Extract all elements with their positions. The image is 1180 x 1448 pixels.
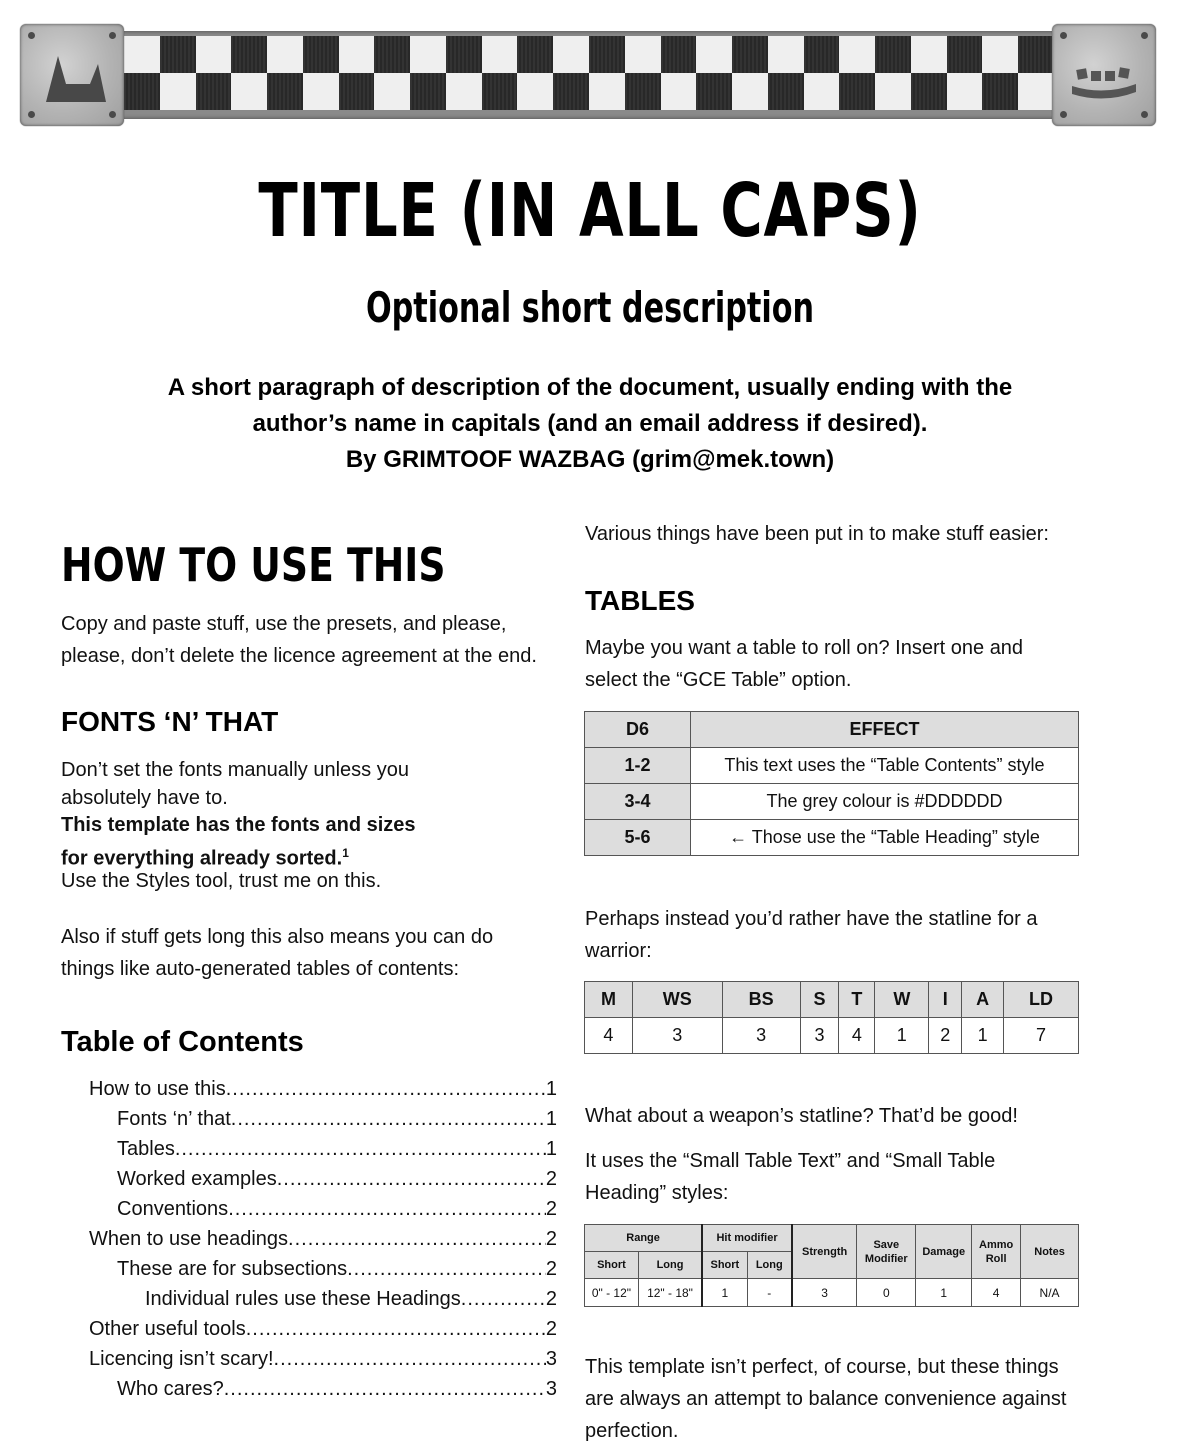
toc-leader-dots bbox=[246, 1318, 546, 1341]
checker-light-square bbox=[124, 36, 160, 73]
checker-light-square bbox=[732, 73, 768, 110]
toc-entry-label: Fonts ‘n’ that bbox=[117, 1108, 231, 1130]
tables-line: Maybe you want a table to roll on? Insert one and bbox=[585, 637, 1024, 659]
stat-value: 7 bbox=[1004, 1018, 1079, 1054]
damage-cell: 1 bbox=[916, 1279, 972, 1307]
stat-header: S bbox=[800, 982, 839, 1018]
checker-dark-square bbox=[661, 36, 697, 73]
toc-entry-page: 2 bbox=[545, 1318, 557, 1340]
tables-line: select the “GCE Table” option. bbox=[585, 669, 852, 691]
toc-leader-dots bbox=[347, 1258, 546, 1281]
save-modifier-header bbox=[857, 1225, 916, 1279]
toc-entry-label: Other useful tools bbox=[89, 1318, 246, 1340]
checker-light-square bbox=[1018, 73, 1054, 110]
toc-entry-page: 2 bbox=[545, 1228, 557, 1250]
toc-entry[interactable] bbox=[89, 1198, 557, 1228]
checker-light-square bbox=[303, 73, 339, 110]
how-to-use-line: please, don’t delete the licence agreement at the end. bbox=[61, 645, 537, 667]
table-header-row bbox=[585, 982, 1079, 1018]
table-row bbox=[585, 748, 1079, 784]
checker-light-square bbox=[625, 36, 661, 73]
intro-line: A short paragraph of description of the document, usually ending with the bbox=[167, 374, 1013, 401]
checker-light-square bbox=[374, 73, 410, 110]
document-title: TITLE (IN ALL CAPS) bbox=[258, 168, 922, 254]
checker-light-square bbox=[446, 73, 482, 110]
range-long-header: Long bbox=[638, 1252, 702, 1279]
range-short-header: Short bbox=[585, 1252, 639, 1279]
table-row bbox=[585, 1279, 1079, 1307]
checker-dark-square bbox=[231, 36, 267, 73]
effect-cell: ← Those use the “Table Heading” style bbox=[691, 820, 1079, 856]
intro-paragraph bbox=[60, 370, 1120, 478]
fonts-line: absolutely have to. bbox=[61, 787, 228, 809]
roll-range-cell: 5-6 bbox=[585, 820, 691, 856]
stat-header: A bbox=[962, 982, 1004, 1018]
toc-entry[interactable] bbox=[89, 1108, 557, 1138]
stat-value: 4 bbox=[585, 1018, 633, 1054]
toc-entry-page: 3 bbox=[545, 1378, 557, 1400]
column-header: D6 bbox=[585, 712, 691, 748]
checker-dark-square bbox=[875, 36, 911, 73]
toc-entry-label: Licencing isn’t scary! bbox=[89, 1348, 274, 1370]
range-group-header: Range bbox=[585, 1225, 703, 1252]
stat-value: 2 bbox=[929, 1018, 962, 1054]
notes-header: Notes bbox=[1021, 1225, 1079, 1279]
toc-entry[interactable] bbox=[89, 1228, 557, 1258]
stat-header: I bbox=[929, 982, 962, 1018]
toc-entry[interactable] bbox=[89, 1168, 557, 1198]
ammo-label: Ammo bbox=[979, 1238, 1014, 1251]
toc-leader-dots bbox=[274, 1348, 546, 1371]
stat-value: 1 bbox=[875, 1018, 929, 1054]
checker-dark-square bbox=[196, 73, 232, 110]
stat-value: 3 bbox=[632, 1018, 722, 1054]
toc-entry-page: 3 bbox=[545, 1348, 557, 1370]
checker-light-square bbox=[231, 73, 267, 110]
stat-header: T bbox=[839, 982, 875, 1018]
also-line: things like auto-generated tables of contents: bbox=[61, 958, 460, 980]
table-row bbox=[585, 820, 1079, 856]
hit-modifier-group-header: Hit modifier bbox=[702, 1225, 792, 1252]
toc-leader-dots bbox=[228, 1198, 546, 1221]
stat-header: M bbox=[585, 982, 633, 1018]
checker-light-square bbox=[982, 36, 1018, 73]
checker-light-square bbox=[839, 36, 875, 73]
checker-light-square bbox=[696, 36, 732, 73]
toc-entry[interactable] bbox=[89, 1288, 557, 1318]
roll-range-cell: 3-4 bbox=[585, 784, 691, 820]
strength-header: Strength bbox=[792, 1225, 857, 1279]
stat-header: W bbox=[875, 982, 929, 1018]
damage-header: Damage bbox=[916, 1225, 972, 1279]
toc-entry-page: 2 bbox=[545, 1168, 557, 1190]
hit-long-cell: - bbox=[747, 1279, 792, 1307]
checker-dark-square bbox=[553, 73, 589, 110]
toc-entry-page: 2 bbox=[545, 1288, 557, 1310]
checker-light-square bbox=[482, 36, 518, 73]
toc-entry[interactable] bbox=[89, 1348, 557, 1378]
fonts-line: Use the Styles tool, trust me on this. bbox=[61, 870, 382, 892]
toc-leader-dots bbox=[231, 1108, 546, 1131]
ammo-roll-cell: 4 bbox=[972, 1279, 1021, 1307]
table-row bbox=[585, 784, 1079, 820]
toc-entry[interactable] bbox=[89, 1318, 557, 1348]
save-modifier-cell: 0 bbox=[857, 1279, 916, 1307]
checker-dark-square bbox=[982, 73, 1018, 110]
fonts-line: Don’t set the fonts manually unless you bbox=[61, 759, 409, 781]
checker-dark-square bbox=[947, 36, 983, 73]
fonts-heading: FONTS ‘N’ THAT bbox=[61, 706, 279, 737]
range-long-cell: 12" - 18" bbox=[638, 1279, 702, 1307]
table-row bbox=[585, 1018, 1079, 1054]
toc-entry-label: Who cares? bbox=[117, 1378, 224, 1400]
checker-light-square bbox=[160, 73, 196, 110]
toc-heading: Table of Contents bbox=[61, 1026, 304, 1058]
table-header-row bbox=[585, 1225, 1079, 1252]
intro-line: author’s name in capitals (and an email address if desired). bbox=[252, 410, 928, 437]
toc-entry-label: Individual rules use these Headings bbox=[145, 1288, 461, 1310]
stat-value: 3 bbox=[800, 1018, 839, 1054]
toc-leader-dots bbox=[226, 1078, 546, 1101]
tables-heading: TABLES bbox=[585, 585, 695, 616]
toc-leader-dots bbox=[175, 1138, 546, 1161]
checker-dark-square bbox=[124, 73, 160, 110]
roll-range-cell: 1-2 bbox=[585, 748, 691, 784]
fonts-bold-text: for everything already sorted. bbox=[61, 847, 343, 870]
checker-dark-square bbox=[732, 36, 768, 73]
weapon-line: What about a weapon’s statline? That’d be good! bbox=[585, 1105, 1018, 1127]
toc-entry-label: How to use this bbox=[89, 1078, 226, 1100]
table-of-contents bbox=[89, 1078, 557, 1408]
toc-leader-dots bbox=[461, 1288, 546, 1311]
checker-dark-square bbox=[482, 73, 518, 110]
checker-dark-square bbox=[410, 73, 446, 110]
strength-cell: 3 bbox=[792, 1279, 857, 1307]
toc-entry-label: These are for subsections bbox=[117, 1258, 348, 1280]
toc-leader-dots bbox=[224, 1378, 546, 1401]
toc-entry-label: Tables bbox=[117, 1138, 175, 1160]
also-line: Also if stuff gets long this also means you can do bbox=[61, 926, 494, 948]
header-banner bbox=[0, 0, 1180, 140]
column-header: EFFECT bbox=[691, 712, 1079, 748]
various-line: Various things have been put in to make stuff easier: bbox=[585, 523, 1049, 545]
checker-dark-square bbox=[804, 36, 840, 73]
checker-dark-square bbox=[696, 73, 732, 110]
checker-light-square bbox=[768, 36, 804, 73]
checker-dark-square bbox=[768, 73, 804, 110]
uses-line: It uses the “Small Table Text” and “Small Table bbox=[585, 1150, 996, 1172]
notes-cell: N/A bbox=[1021, 1279, 1079, 1307]
effect-cell: The grey colour is #DDDDDD bbox=[691, 784, 1079, 820]
toc-entry-label: Worked examples bbox=[117, 1168, 277, 1190]
checker-dark-square bbox=[1018, 36, 1054, 73]
checker-dark-square bbox=[303, 36, 339, 73]
save-label: Save bbox=[873, 1238, 900, 1251]
toc-entry[interactable] bbox=[89, 1378, 557, 1408]
ammo-roll-header bbox=[972, 1225, 1021, 1279]
range-short-cell: 0" - 12" bbox=[585, 1279, 639, 1307]
stat-value: 3 bbox=[722, 1018, 800, 1054]
checker-light-square bbox=[875, 73, 911, 110]
stat-value: 4 bbox=[839, 1018, 875, 1054]
perhaps-line: Perhaps instead you’d rather have the statline for a bbox=[585, 908, 1038, 930]
checker-light-square bbox=[553, 36, 589, 73]
checker-dark-square bbox=[839, 73, 875, 110]
hit-long-header: Long bbox=[747, 1252, 792, 1279]
hit-short-header: Short bbox=[702, 1252, 747, 1279]
stat-header: WS bbox=[632, 982, 722, 1018]
toc-entry-page: 2 bbox=[545, 1258, 557, 1280]
checker-dark-square bbox=[517, 36, 553, 73]
footnote-marker[interactable]: 1 bbox=[342, 846, 349, 860]
stat-header: BS bbox=[722, 982, 800, 1018]
author-byline: By GRIMTOOF WAZBAG (grim@mek.town) bbox=[345, 446, 835, 473]
closing-line: perfection. bbox=[585, 1420, 679, 1442]
toc-entry-label: When to use headings bbox=[89, 1228, 289, 1250]
document-subtitle: Optional short description bbox=[365, 283, 815, 332]
effect-cell: This text uses the “Table Contents” style bbox=[691, 748, 1079, 784]
checker-light-square bbox=[947, 73, 983, 110]
how-to-use-heading: HOW TO USE THIS bbox=[61, 538, 446, 592]
toc-entry-page: 2 bbox=[545, 1198, 557, 1220]
checker-light-square bbox=[911, 36, 947, 73]
ork-glyph-emblem-icon bbox=[20, 24, 124, 126]
toc-entry-page: 1 bbox=[545, 1078, 557, 1100]
toc-entry-page: 1 bbox=[545, 1108, 557, 1130]
stat-value: 1 bbox=[962, 1018, 1004, 1054]
table-header-row bbox=[585, 712, 1079, 748]
toc-leader-dots bbox=[288, 1228, 546, 1251]
stat-header: LD bbox=[1004, 982, 1079, 1018]
checkerboard-strip bbox=[124, 36, 1054, 110]
roll-label: Roll bbox=[985, 1252, 1007, 1265]
toc-entry[interactable] bbox=[89, 1138, 557, 1168]
checker-dark-square bbox=[374, 36, 410, 73]
checker-dark-square bbox=[339, 73, 375, 110]
warrior-statline-table bbox=[584, 981, 1079, 1054]
checker-dark-square bbox=[160, 36, 196, 73]
toc-entry[interactable] bbox=[89, 1078, 557, 1108]
fonts-bold-line: This template has the fonts and sizes bbox=[61, 814, 416, 836]
checker-light-square bbox=[196, 36, 232, 73]
checker-dark-square bbox=[267, 73, 303, 110]
checker-dark-square bbox=[589, 36, 625, 73]
toc-entry-label: Conventions bbox=[117, 1198, 229, 1220]
perhaps-line: warrior: bbox=[585, 940, 652, 962]
checker-light-square bbox=[589, 73, 625, 110]
checker-dark-square bbox=[625, 73, 661, 110]
uses-line: Heading” styles: bbox=[585, 1182, 729, 1204]
checker-light-square bbox=[517, 73, 553, 110]
checker-light-square bbox=[339, 36, 375, 73]
closing-line: are always an attempt to balance convenience against bbox=[585, 1388, 1067, 1410]
checker-light-square bbox=[804, 73, 840, 110]
d6-roll-table bbox=[584, 711, 1079, 856]
toc-entry[interactable] bbox=[89, 1258, 557, 1288]
closing-line: This template isn’t perfect, of course, but these things bbox=[585, 1356, 1059, 1378]
toc-leader-dots bbox=[277, 1168, 546, 1191]
checker-light-square bbox=[410, 36, 446, 73]
toc-entry-page: 1 bbox=[545, 1138, 557, 1160]
hit-short-cell: 1 bbox=[702, 1279, 747, 1307]
grin-glyph-emblem-icon bbox=[1052, 24, 1156, 126]
weapon-statline-table bbox=[584, 1224, 1079, 1307]
checker-light-square bbox=[267, 36, 303, 73]
checker-dark-square bbox=[911, 73, 947, 110]
checker-dark-square bbox=[446, 36, 482, 73]
checker-light-square bbox=[661, 73, 697, 110]
modifier-label: Modifier bbox=[864, 1252, 908, 1265]
how-to-use-line: Copy and paste stuff, use the presets, and please, bbox=[61, 613, 507, 635]
